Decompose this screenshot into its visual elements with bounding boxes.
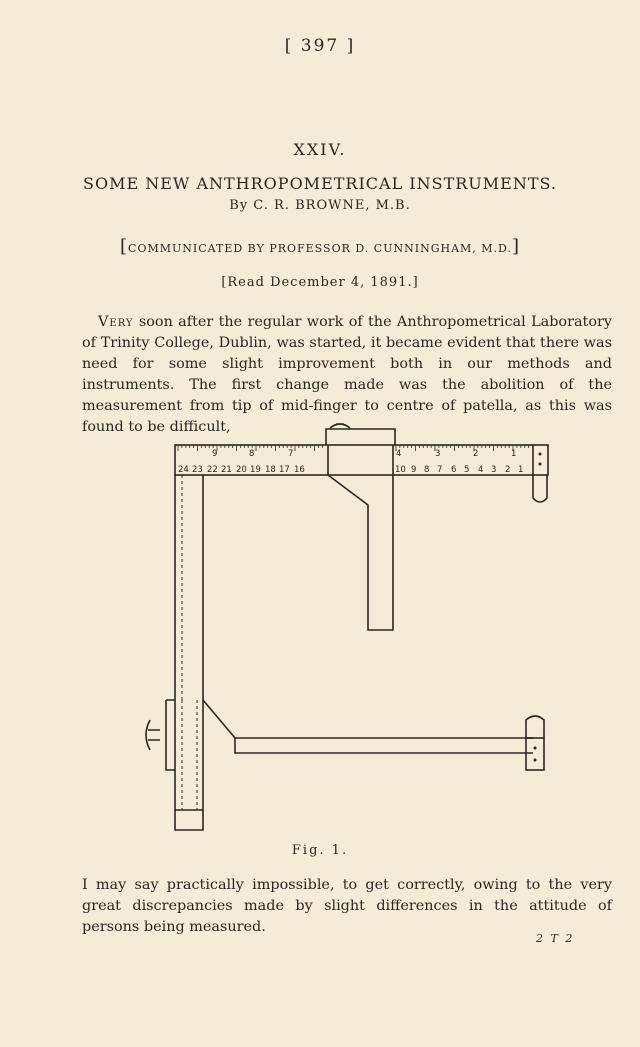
right-scale-top-3: 1 — [511, 449, 517, 459]
left-scale-bottom-6: 18 — [265, 465, 276, 475]
right-scale-top-1: 3 — [435, 449, 441, 459]
lower-slider-frame — [166, 700, 175, 770]
right-scale-top-0: 4 — [396, 449, 402, 459]
right-scale-bottom-9: 1 — [518, 465, 524, 475]
left-scale-bottom-5: 19 — [250, 465, 261, 475]
right-scale-bottom-4: 6 — [451, 465, 457, 475]
lower-jaw — [203, 700, 533, 738]
paragraph-2: I may say practically impossible, to get correctly, owing to the very great discrepancies made by slight differences in the attitude of persons being measured. — [82, 877, 612, 935]
lower-right-block — [526, 738, 544, 770]
right-scale-bottom-2: 8 — [424, 465, 430, 475]
article-title: SOME NEW ANTHROPOMETRICAL INSTRUMENTS. — [83, 174, 557, 193]
left-scale-bottom-2: 22 — [207, 465, 218, 475]
chapter-number: XXIV. — [293, 140, 347, 159]
left-scale-bottom-7: 17 — [279, 465, 290, 475]
right-scale-top-2: 2 — [473, 449, 479, 459]
upper-right-knob — [533, 475, 547, 502]
figure-caption: Fig. 1. — [291, 843, 349, 858]
top-ring-icon — [330, 424, 350, 428]
communicated-text: COMMUNICATED BY PROFESSOR D. CUNNINGHAM, M.D. — [128, 242, 512, 255]
left-scale-top-1: 8 — [249, 449, 255, 459]
right-scale-bottom-6: 4 — [478, 465, 484, 475]
right-scale-bottom-1: 9 — [411, 465, 417, 475]
right-scale-bottom-8: 2 — [505, 465, 511, 475]
read-date: [Read December 4, 1891.] — [221, 275, 419, 290]
instrument-diagram — [140, 420, 560, 840]
author-line: By C. R. BROWNE, M.B. — [229, 198, 411, 213]
lower-right-knob — [526, 716, 544, 738]
right-scale-bottom-0: 10 — [395, 465, 406, 475]
communicated-line: [COMMUNICATED BY PROFESSOR D. CUNNINGHAM, M.D.] — [120, 236, 520, 257]
left-scale-bottom-1: 23 — [192, 465, 203, 475]
vertical-stem — [175, 475, 203, 830]
lower-scale-bar — [235, 738, 533, 753]
left-scale-top-2: 7 — [288, 449, 294, 459]
right-scale-bottom-5: 5 — [464, 465, 470, 475]
upper-jaw — [328, 475, 393, 630]
right-scale-bottom-7: 3 — [491, 465, 497, 475]
top-connector — [326, 429, 395, 445]
left-scale-bottom-8: 16 — [294, 465, 305, 475]
paragraph-1-lead: Very — [98, 314, 134, 330]
paragraph-1-body: soon after the regular work of the Anthropometrical Laboratory of Trinity College, Dublin, was started, it became evident that there was need for some slight improvement both in our methods and instruments. The first change made was the abolition of the measurement from tip of mid-finger to centre of patella, as this was found to be difficult, — [82, 314, 612, 435]
left-scale-bottom-0: 24 — [178, 465, 189, 475]
signature-mark: 2 T 2 — [536, 932, 575, 945]
clamp-screw-icon — [146, 720, 160, 750]
page-number: [ 397 ] — [284, 36, 356, 56]
left-scale-bottom-3: 21 — [221, 465, 232, 475]
left-scale-bottom-4: 20 — [236, 465, 247, 475]
left-scale-top-0: 9 — [212, 449, 218, 459]
figure-1-instrument-drawing — [140, 420, 560, 844]
right-scale-bottom-3: 7 — [437, 465, 443, 475]
